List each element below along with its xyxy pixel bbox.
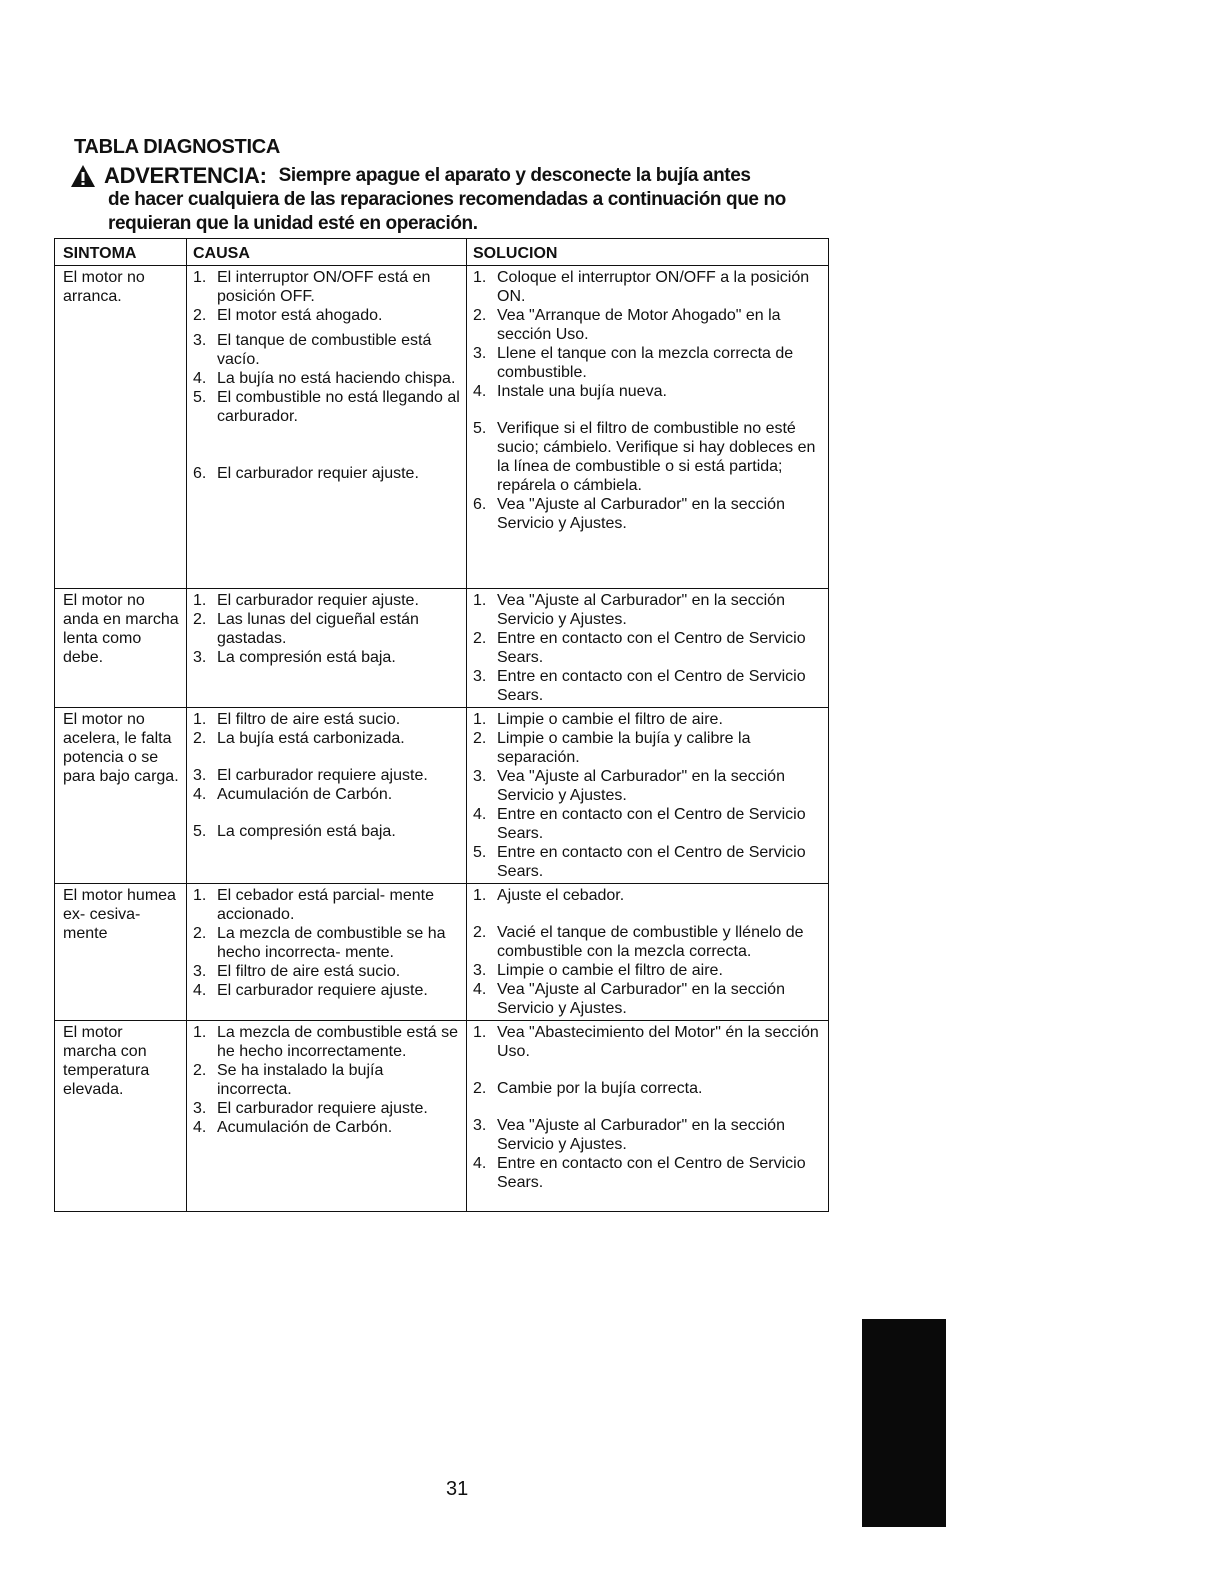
list-item: 1. Ajuste el cebador.	[473, 887, 625, 904]
symptom-cell: El motor marcha con temperatura elevada.	[55, 1021, 187, 1212]
list-item: 2. Se ha instalado la bujía incorrecta.	[193, 1062, 384, 1098]
warning-line	[70, 164, 830, 188]
list-item: 3. El tanque de combustible está vacío.	[193, 332, 432, 368]
diagnostic-table	[54, 238, 829, 1212]
cause-cell	[187, 884, 467, 1021]
solution-cell	[467, 1021, 829, 1212]
list-item: 4. Instale una bujía nueva.	[473, 383, 667, 400]
cause-cell	[187, 589, 467, 708]
page-title: TABLA DIAGNOSTICA	[74, 136, 280, 158]
solution-cell	[467, 266, 829, 589]
list-item: 2. El motor está ahogado.	[193, 307, 383, 324]
list-item: 2. Entre en contacto con el Centro de Servicio Sears.	[473, 630, 806, 666]
solution-cell	[467, 884, 829, 1021]
list-item: 3. El carburador requiere ajuste.	[193, 1100, 428, 1117]
list-item: 1. Vea "Ajuste al Carburador" en la sección Servicio y Ajustes.	[473, 592, 785, 628]
list-item: 2. La mezcla de combustible se ha hecho incorrecta- mente.	[193, 925, 446, 961]
page-number: 31	[446, 1478, 469, 1500]
list-item: 2. Vacié el tanque de combustible y llénelo de combustible con la mezcla correcta.	[473, 924, 804, 960]
list-item: 2. La bujía está carbonizada.	[193, 730, 405, 747]
cause-cell	[187, 708, 467, 884]
table-row	[55, 708, 829, 884]
list-item: 2. Cambie por la bujía correcta.	[473, 1080, 703, 1097]
warning-text-rest: de hacer cualquiera de las reparaciones recomendadas a continuación que no requieran que la unidad esté en operación.	[108, 189, 786, 234]
symptom-cell: El motor no acelera, le falta potencia o se para bajo carga.	[55, 708, 187, 884]
list-item: 3. El filtro de aire está sucio.	[193, 963, 401, 980]
list-item: 4. Entre en contacto con el Centro de Servicio Sears.	[473, 1155, 806, 1191]
list-item: 6. El carburador requier ajuste.	[193, 465, 419, 482]
symptom-cell: El motor no anda en marcha lenta como debe.	[55, 589, 187, 708]
header-solucion: SOLUCION	[467, 239, 829, 266]
list-item: 5. Verifique si el filtro de combustible no esté sucio; cámbielo. Verifique si hay dobleces en la línea de combustible o si está partida; repárela o cámbiela.	[473, 420, 816, 494]
list-item: 5. La compresión está baja.	[193, 823, 396, 840]
header-causa: CAUSA	[187, 239, 467, 266]
list-item: 1. Vea "Abastecimiento del Motor" én la sección Uso.	[473, 1024, 819, 1060]
list-item: 2. Vea "Arranque de Motor Ahogado" en la sección Uso.	[473, 307, 781, 343]
list-item: 6. Vea "Ajuste al Carburador" en la sección Servicio y Ajustes.	[473, 496, 785, 532]
symptom-cell: El motor humea ex- cesiva- mente	[55, 884, 187, 1021]
cause-cell	[187, 1021, 467, 1212]
table-row	[55, 1021, 829, 1212]
list-item: 1. Coloque el interruptor ON/OFF a la posición ON.	[473, 269, 810, 305]
list-item: 4. Acumulación de Carbón.	[193, 1119, 393, 1136]
list-item: 2. Las lunas del cigueñal están gastadas.	[193, 611, 419, 647]
list-item: 4. Acumulación de Carbón.	[193, 786, 393, 803]
table-row	[55, 266, 829, 589]
list-item: 3. Entre en contacto con el Centro de Servicio Sears.	[473, 668, 806, 704]
warning-block	[70, 164, 830, 236]
list-item: 4. La bujía no está haciendo chispa.	[193, 370, 456, 387]
list-item: 2. Limpie o cambie la bujía y calibre la separación.	[473, 730, 751, 766]
list-item: 1. Limpie o cambie el filtro de aire.	[473, 711, 723, 728]
list-item: 1. El carburador requier ajuste.	[193, 592, 419, 609]
warning-label: ADVERTENCIA:	[104, 163, 267, 188]
list-item: 3. Vea "Ajuste al Carburador" en la sección Servicio y Ajustes.	[473, 768, 785, 804]
list-item: 1. El cebador está parcial- mente accionado.	[193, 887, 434, 923]
list-item: 1. La mezcla de combustible está se he hecho incorrectamente.	[193, 1024, 459, 1060]
table-row	[55, 589, 829, 708]
list-item: 3. Vea "Ajuste al Carburador" en la sección Servicio y Ajustes.	[473, 1117, 785, 1153]
warning-text-line1: Siempre apague el aparato y desconecte la bujía antes	[278, 165, 751, 186]
list-item: 4. El carburador requiere ajuste.	[193, 982, 428, 999]
list-item: 4. Vea "Ajuste al Carburador" en la sección Servicio y Ajustes.	[473, 981, 785, 1017]
black-edge-tab	[862, 1319, 946, 1527]
list-item: 4. Entre en contacto con el Centro de Servicio Sears.	[473, 806, 806, 842]
list-item: 5. El combustible no está llegando al carburador.	[193, 389, 460, 425]
table-row	[55, 884, 829, 1021]
list-item: 1. El interruptor ON/OFF está en posición OFF.	[193, 269, 431, 305]
symptom-cell: El motor no arranca.	[55, 266, 187, 589]
header-sintoma: SINTOMA	[55, 239, 187, 266]
list-item: 3. La compresión está baja.	[193, 649, 396, 666]
list-item: 5. Entre en contacto con el Centro de Servicio Sears.	[473, 844, 806, 880]
warning-triangle-icon	[70, 164, 96, 188]
list-item: 3. Limpie o cambie el filtro de aire.	[473, 962, 723, 979]
list-item: 3. Llene el tanque con la mezcla correcta de combustible.	[473, 345, 794, 381]
list-item: 1. El filtro de aire está sucio.	[193, 711, 401, 728]
solution-cell	[467, 589, 829, 708]
cause-cell	[187, 266, 467, 589]
list-item: 3. El carburador requiere ajuste.	[193, 767, 428, 784]
solution-cell	[467, 708, 829, 884]
table-header-row	[55, 239, 829, 266]
